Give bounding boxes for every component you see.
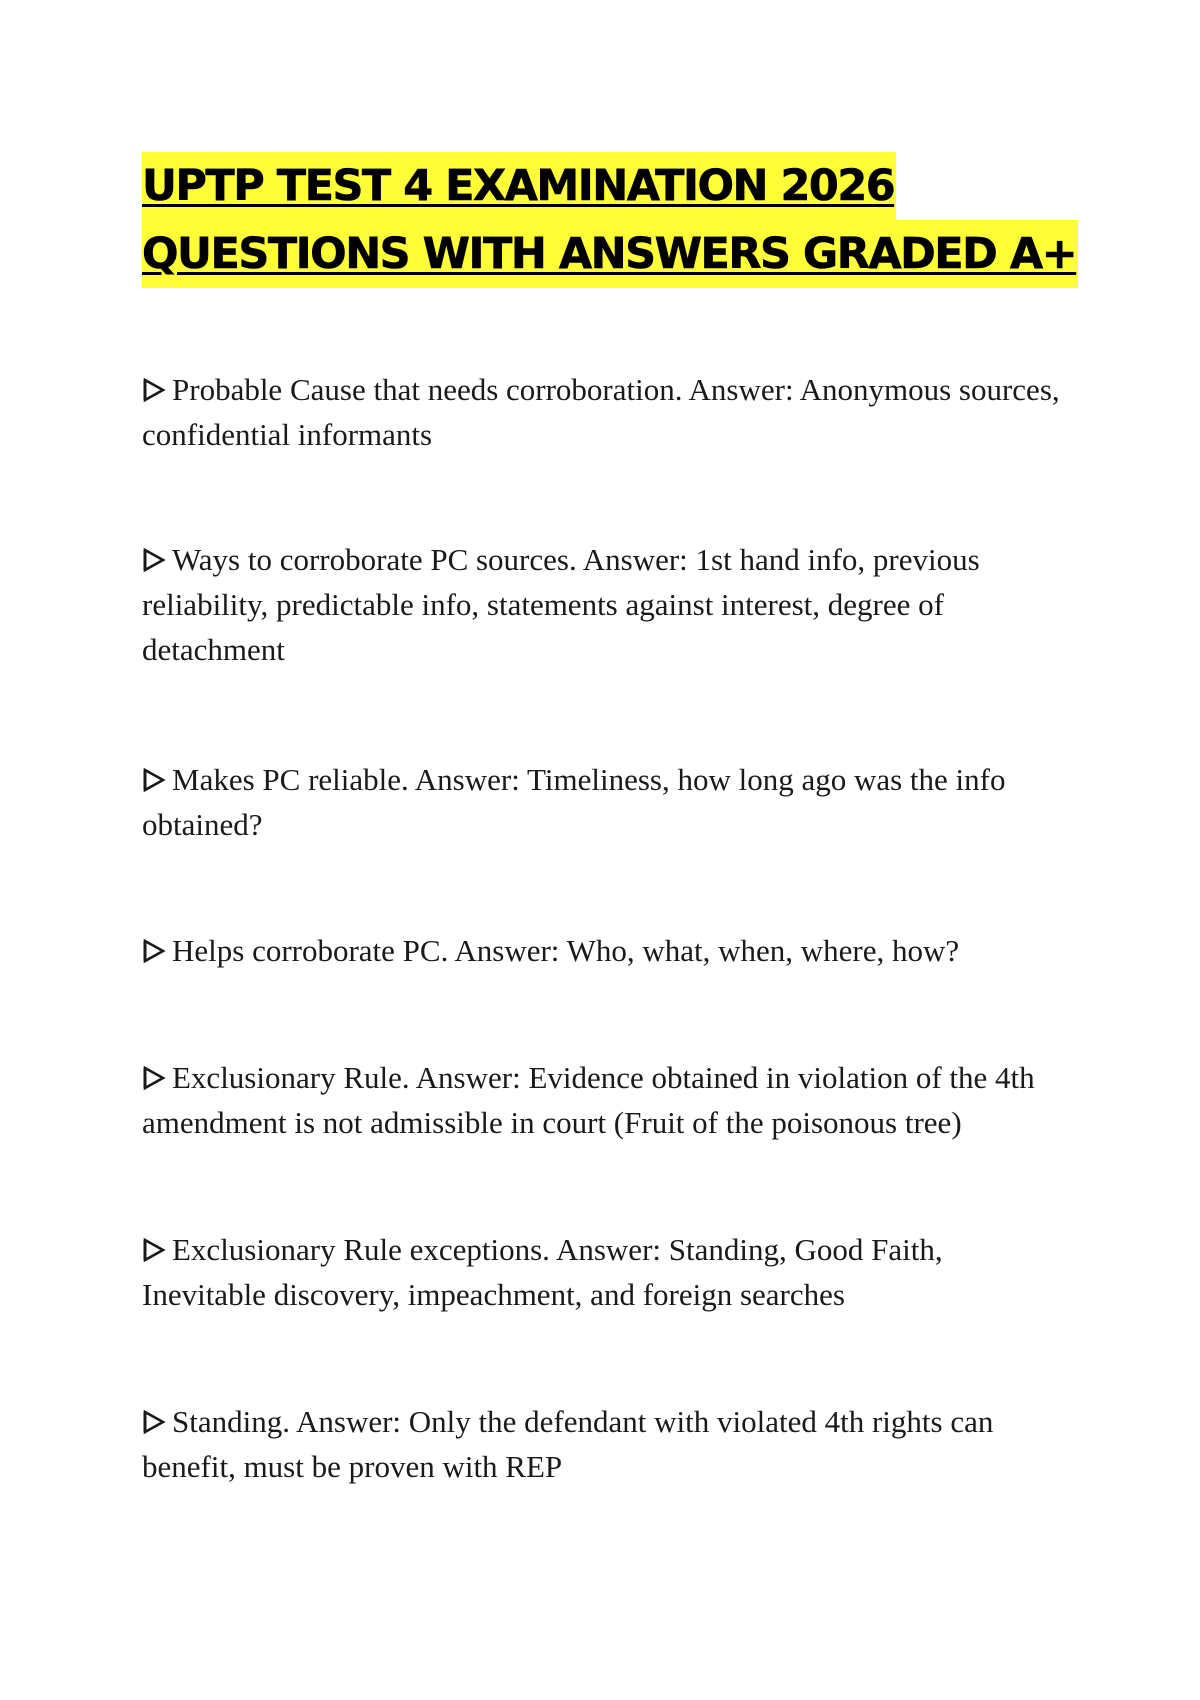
qa-item (142, 1399, 1072, 1489)
outline-triangle-arrow-icon (142, 547, 166, 573)
title-line-2: QUESTIONS WITH ANSWERS GRADED A+ (142, 220, 1078, 288)
outline-triangle-arrow-icon (142, 938, 166, 964)
qa-item-text: Helps corroborate PC. Answer: Who, what, when, where, how? (172, 933, 960, 968)
title-line-1: UPTP TEST 4 EXAMINATION 2026 (142, 152, 896, 220)
qa-item (142, 757, 1072, 847)
qa-item (142, 1055, 1072, 1145)
outline-triangle-arrow-icon (142, 1237, 166, 1263)
qa-item (142, 537, 1072, 672)
qa-item-text: Ways to corroborate PC sources. Answer: 1st hand info, previous reliability, predictable info, statements against interest, degree of detachment (142, 542, 980, 667)
outline-triangle-arrow-icon (142, 1409, 166, 1435)
outline-triangle-arrow-icon (142, 1065, 166, 1091)
qa-item (142, 367, 1072, 457)
qa-item-text: Makes PC reliable. Answer: Timeliness, how long ago was the info obtained? (142, 762, 1006, 842)
qa-item-text: Standing. Answer: Only the defendant with violated 4th rights can benefit, must be proven with REP (142, 1404, 994, 1484)
qa-item (142, 1227, 1072, 1317)
document-title (142, 152, 1078, 288)
qa-item (142, 928, 1072, 973)
outline-triangle-arrow-icon (142, 767, 166, 793)
outline-triangle-arrow-icon (142, 377, 166, 403)
qa-item-text: Probable Cause that needs corroboration. Answer: Anonymous sources, confidential informants (142, 372, 1060, 452)
qa-item-text: Exclusionary Rule. Answer: Evidence obtained in violation of the 4th amendment is not admissible in court (Fruit of the poisonous tree) (142, 1060, 1035, 1140)
qa-item-text: Exclusionary Rule exceptions. Answer: Standing, Good Faith, Inevitable discovery, impeachment, and foreign searches (142, 1232, 943, 1312)
